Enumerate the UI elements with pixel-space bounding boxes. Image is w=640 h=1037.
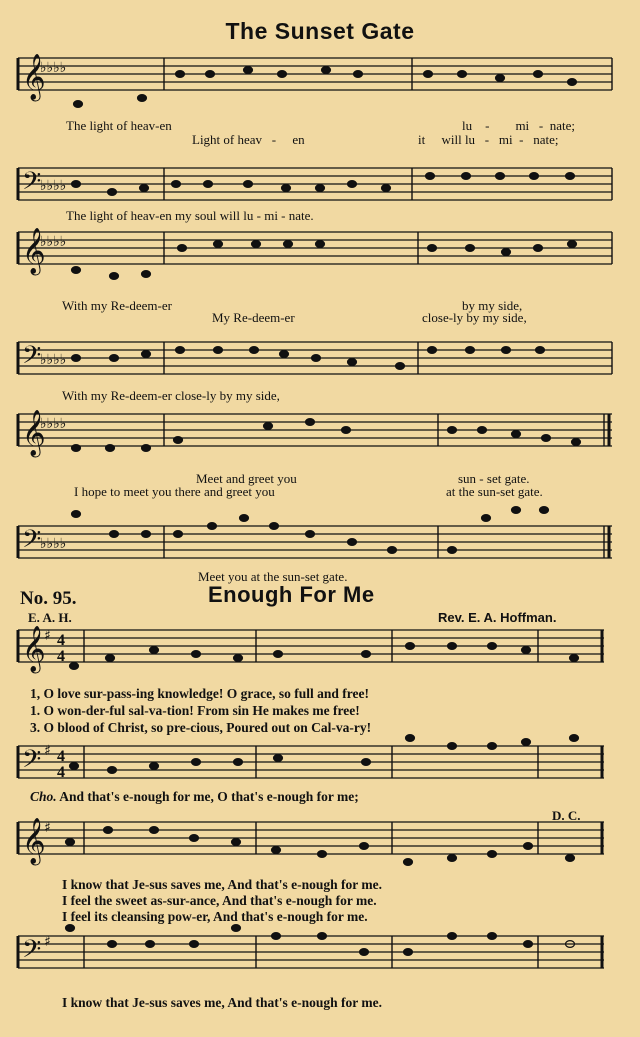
- words-credit: E. A. H.: [28, 610, 72, 625]
- lyric-line: Meet you at the sun-set gate.: [198, 569, 348, 584]
- bass-clef-icon: 𝄢: [22, 525, 42, 560]
- verse-line: 1, O love sur-pass-ing knowledge! O grace, so full and free!: [30, 686, 369, 701]
- refrain-line: I feel its cleansing pow-er, And that's e-nough for me.: [62, 909, 368, 924]
- lyric-line: Light of heav - en: [192, 132, 305, 147]
- staff-h1-s3-bass: [18, 526, 612, 558]
- refrain-line: I feel the sweet as-sur-ance, And that's e-nough for me.: [62, 893, 377, 908]
- lyric-line: The light of heav-en: [66, 118, 172, 133]
- hymn-title-enough-for-me: Enough For Me: [208, 582, 375, 607]
- staff-h2-s2-bass: [18, 936, 604, 968]
- bass-clef-icon: 𝄢: [22, 341, 42, 376]
- sharp-icon: ♯: [44, 820, 51, 836]
- staff-h1-s1-bass: [18, 168, 612, 200]
- staff-h1-s1-treble: [18, 58, 612, 90]
- svg-text:♭♭♭♭: ♭♭♭♭: [40, 234, 67, 250]
- treble-clef-icon: 𝄞: [22, 818, 46, 864]
- staff-h1-s2-treble: [18, 232, 612, 264]
- svg-text:4: 4: [57, 764, 65, 781]
- chorus-line: [30, 789, 359, 805]
- lyric-line: lu - mi - nate;: [462, 118, 576, 133]
- svg-text:♭♭♭♭: ♭♭♭♭: [40, 416, 67, 432]
- sharp-icon: ♯: [44, 628, 51, 644]
- bass-clef-icon: 𝄢: [22, 167, 42, 202]
- lyric-line: it will lu - mi - nate;: [418, 132, 559, 147]
- hymn-title-sunset-gate: The Sunset Gate: [225, 18, 415, 44]
- staff-h1-s3-treble: [18, 414, 612, 446]
- hymn-number: No. 95.: [20, 588, 77, 609]
- sharp-icon: ♯: [44, 934, 51, 950]
- bass-clef-icon: 𝄢: [22, 935, 42, 970]
- verse-line: 3. O blood of Christ, so pre-cious, Poured out on Cal-va-ry!: [30, 720, 372, 735]
- treble-clef-icon: 𝄞: [22, 228, 46, 274]
- music-credit: Rev. E. A. Hoffman.: [438, 610, 557, 625]
- lyric-line: Meet and greet you: [196, 471, 297, 486]
- svg-text:♭♭♭♭: ♭♭♭♭: [40, 60, 67, 76]
- lyric-line: sun - set gate.: [458, 471, 530, 486]
- svg-text:♭♭♭♭: ♭♭♭♭: [40, 352, 67, 368]
- lyric-line: close-ly by my side,: [422, 310, 527, 325]
- svg-text:4: 4: [57, 648, 65, 665]
- lyric-line: The light of heav-en my soul will lu - mi - nate.: [66, 208, 314, 223]
- chorus-text: And that's e-nough for me, O that's e-nough for me;: [59, 789, 359, 804]
- sharp-icon: ♯: [44, 743, 51, 759]
- svg-text:4: 4: [57, 632, 65, 649]
- treble-clef-icon: 𝄞: [22, 626, 46, 672]
- lyric-line: With my Re-deem-er close-ly by my side,: [62, 388, 280, 403]
- lyric-line: at the sun-set gate.: [446, 484, 543, 499]
- svg-text:♭♭♭♭: ♭♭♭♭: [40, 536, 67, 552]
- refrain-line: I know that Je-sus saves me, And that's e-nough for me.: [62, 877, 383, 892]
- treble-clef-icon: 𝄞: [22, 54, 46, 100]
- verse-line: 1. O won-der-ful sal-va-tion! From sin He makes me free!: [30, 703, 360, 718]
- lyric-line: With my Re-deem-er: [62, 298, 172, 313]
- lyric-line: by my side,: [462, 298, 523, 313]
- treble-clef-icon: 𝄞: [22, 410, 46, 456]
- svg-text:4: 4: [57, 748, 65, 765]
- chorus-label: Cho.: [30, 789, 57, 804]
- lyric-line: I hope to meet you there and greet you: [74, 484, 275, 499]
- da-capo-marking: D. C.: [552, 808, 581, 823]
- bass-clef-icon: 𝄢: [22, 745, 42, 780]
- bottom-lyric-line: I know that Je-sus saves me, And that's e-nough for me.: [62, 995, 383, 1010]
- svg-text:♭♭♭♭: ♭♭♭♭: [40, 178, 67, 194]
- lyric-line: My Re-deem-er: [212, 310, 295, 325]
- staff-h2-s1-bass: [18, 746, 604, 778]
